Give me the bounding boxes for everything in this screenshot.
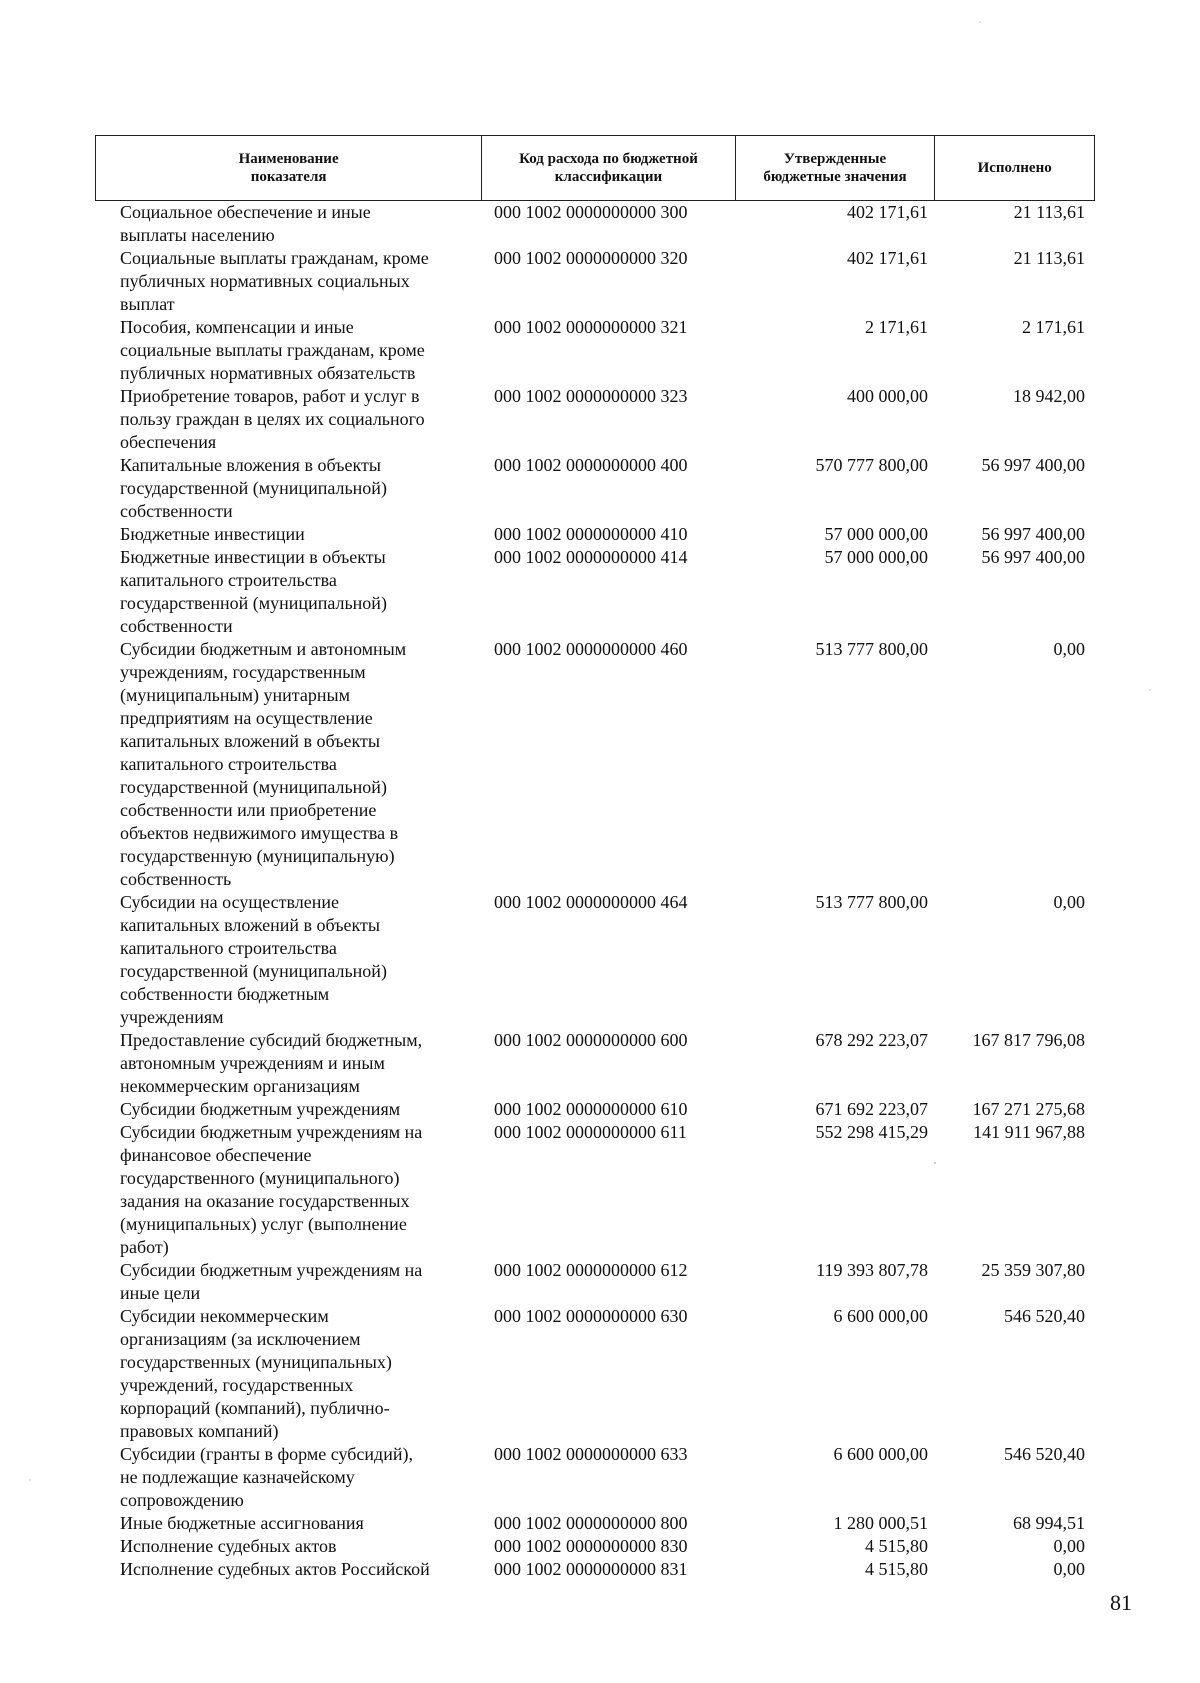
table-row: [95, 638, 1095, 891]
table-row: [95, 1029, 1095, 1098]
row-code: 000 1002 0000000000 600: [494, 1030, 688, 1050]
row-name: Исполнение судебных актов Российской: [120, 1559, 430, 1579]
row-approved: 402 171,61: [847, 248, 928, 268]
row-approved: 4 515,80: [865, 1559, 928, 1579]
row-approved: 6 600 000,00: [833, 1306, 928, 1326]
row-approved: 1 280 000,51: [833, 1513, 928, 1533]
header-code: Код расхода по бюджетной классификации: [482, 136, 736, 200]
row-code: 000 1002 0000000000 320: [494, 248, 688, 268]
row-code: 000 1002 0000000000 612: [494, 1260, 688, 1280]
row-executed: 56 997 400,00: [981, 547, 1085, 567]
table-row: [95, 1535, 1095, 1558]
row-name: Пособия, компенсации и иные социальные выплаты гражданам, кроме публичных нормативных обязательств: [120, 317, 425, 383]
table-row: [95, 523, 1095, 546]
table-row: [95, 546, 1095, 638]
row-approved: 4 515,80: [865, 1536, 928, 1556]
header-executed: Исполнено: [977, 160, 1052, 176]
table-row: [95, 1512, 1095, 1535]
row-name: Капитальные вложения в объекты государственной (муниципальной) собственности: [120, 455, 387, 521]
row-code: 000 1002 0000000000 611: [494, 1122, 687, 1142]
row-name: Предоставление субсидий бюджетным, автономным учреждениям и иным некоммерческим организациям: [120, 1030, 423, 1096]
row-name: Исполнение судебных актов: [120, 1536, 337, 1556]
table-row: [95, 316, 1095, 385]
table-body: [95, 201, 1095, 1581]
table-row: [95, 1443, 1095, 1512]
row-approved: 119 393 807,78: [816, 1260, 928, 1280]
row-code: 000 1002 0000000000 400: [494, 455, 688, 475]
header-name: Наименование показателя: [96, 136, 482, 200]
row-executed: 56 997 400,00: [981, 455, 1085, 475]
row-approved: 570 777 800,00: [815, 455, 928, 475]
row-name: Бюджетные инвестиции: [120, 524, 305, 544]
row-code: 000 1002 0000000000 300: [494, 202, 688, 222]
table-header: [95, 135, 1095, 201]
row-code: 000 1002 0000000000 800: [494, 1513, 688, 1533]
row-executed: 0,00: [1053, 1536, 1085, 1556]
row-code: 000 1002 0000000000 633: [494, 1444, 688, 1464]
row-name: Субсидии бюджетным учреждениям на финансовое обеспечение государственного (муниципального) задания на оказание государственных (муниципальных) услуг (выполнение работ): [120, 1122, 423, 1257]
row-code: 000 1002 0000000000 323: [494, 386, 688, 406]
row-name: Субсидии некоммерческим организациям (за исключением государственных (муниципальных) учреждений, государственных корпораций (компаний), публично- правовых компаний): [120, 1306, 392, 1441]
row-code: 000 1002 0000000000 460: [494, 639, 688, 659]
table-row: [95, 247, 1095, 316]
row-name: Субсидии (гранты в форме субсидий), не подлежащие казначейскому сопровождению: [120, 1444, 413, 1510]
row-name: Социальные выплаты гражданам, кроме публичных нормативных социальных выплат: [120, 248, 429, 314]
row-executed: 141 911 967,88: [973, 1122, 1085, 1142]
row-name: Приобретение товаров, работ и услуг в пользу граждан в целях их социального обеспечения: [120, 386, 425, 452]
row-executed: 546 520,40: [1004, 1306, 1085, 1326]
budget-table: [95, 135, 1095, 1581]
row-name: Социальное обеспечение и иные выплаты населению: [120, 202, 371, 245]
table-row: [95, 891, 1095, 1029]
table-row: [95, 1558, 1095, 1581]
row-executed: 25 359 307,80: [981, 1260, 1085, 1280]
row-approved: 513 777 800,00: [815, 892, 928, 912]
row-code: 000 1002 0000000000 410: [494, 524, 688, 544]
row-approved: 513 777 800,00: [815, 639, 928, 659]
table-row: [95, 385, 1095, 454]
row-code: 000 1002 0000000000 830: [494, 1536, 688, 1556]
row-name: Иные бюджетные ассигнования: [120, 1513, 364, 1533]
row-approved: 678 292 223,07: [815, 1030, 928, 1050]
row-executed: 0,00: [1053, 1559, 1085, 1579]
table-row: [95, 454, 1095, 523]
table-row: [95, 1305, 1095, 1443]
row-executed: 68 994,51: [1013, 1513, 1085, 1533]
row-name: Субсидии бюджетным учреждениям: [120, 1099, 401, 1119]
row-executed: 2 171,61: [1022, 317, 1085, 337]
row-executed: 56 997 400,00: [981, 524, 1085, 544]
row-executed: 0,00: [1053, 639, 1085, 659]
row-name: Субсидии бюджетным учреждениям на иные цели: [120, 1260, 423, 1303]
row-executed: 167 271 275,68: [972, 1099, 1085, 1119]
row-approved: 671 692 223,07: [815, 1099, 928, 1119]
row-executed: 21 113,61: [1013, 248, 1085, 268]
row-approved: 402 171,61: [847, 202, 928, 222]
row-name: Субсидии на осуществление капитальных вложений в объекты капитального строительства государственной (муниципальной) собственности бюджетным учреждениям: [120, 892, 387, 1027]
header-approved: Утвержденные бюджетные значения: [736, 136, 936, 200]
table-row: [95, 201, 1095, 247]
row-executed: 18 942,00: [1013, 386, 1085, 406]
row-code: 000 1002 0000000000 321: [494, 317, 688, 337]
row-approved: 57 000 000,00: [824, 524, 928, 544]
row-code: 000 1002 0000000000 831: [494, 1559, 688, 1579]
row-approved: 400 000,00: [847, 386, 928, 406]
table-row: [95, 1098, 1095, 1121]
table-row: [95, 1259, 1095, 1305]
row-approved: 6 600 000,00: [833, 1444, 928, 1464]
row-approved: 2 171,61: [865, 317, 928, 337]
row-executed: 546 520,40: [1004, 1444, 1085, 1464]
row-code: 000 1002 0000000000 414: [494, 547, 688, 567]
row-approved: 552 298 415,29: [815, 1122, 928, 1142]
row-name: Бюджетные инвестиции в объекты капитального строительства государственной (муниципальной) собственности: [120, 547, 387, 636]
row-approved: 57 000 000,00: [824, 547, 928, 567]
row-executed: 167 817 796,08: [972, 1030, 1085, 1050]
table-row: [95, 1121, 1095, 1259]
row-code: 000 1002 0000000000 630: [494, 1306, 688, 1326]
page-number: 81: [1110, 1590, 1132, 1615]
row-code: 000 1002 0000000000 610: [494, 1099, 688, 1119]
row-name: Субсидии бюджетным и автономным учреждениям, государственным (муниципальным) унитарным предприятиям на осуществление капитальных вложений в объекты капитального строительства государственной (муниципальной) собственности или приобретение объектов недвижимого имущества в государственную (муниципальную) собственность: [120, 639, 407, 889]
row-executed: 21 113,61: [1013, 202, 1085, 222]
row-code: 000 1002 0000000000 464: [494, 892, 688, 912]
row-executed: 0,00: [1053, 892, 1085, 912]
